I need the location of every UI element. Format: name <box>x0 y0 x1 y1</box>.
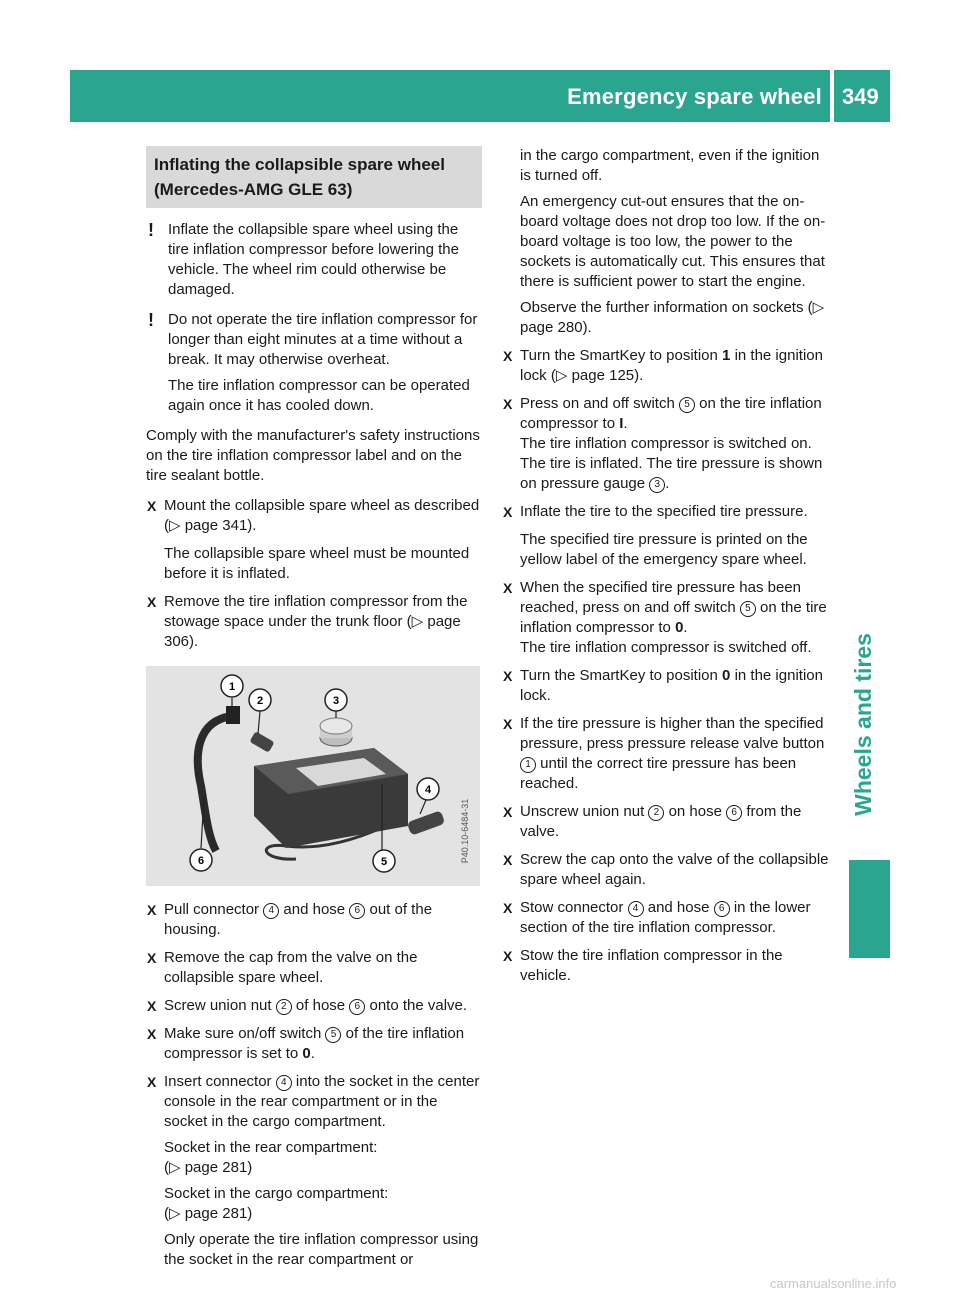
instruction-step: X Pull connector 4 and hose 6 out of the housing. <box>147 901 433 938</box>
step-marker-icon: X <box>503 504 513 520</box>
instruction-step: X Inflate the tire to the specified tire pressure. <box>503 503 808 520</box>
instruction-step: X Screw union nut 2 of hose 6 onto the valve. <box>147 997 468 1014</box>
step-note: An emergency cut-out ensures that the on-board voltage does not drop too low. If the on-board voltage is too low, the power to the sockets is automatically cut. This ensures that there is sufficient power to start the engine. <box>520 193 826 290</box>
step-marker-icon: X <box>147 902 157 918</box>
step-marker-icon: X <box>503 580 513 596</box>
page-number: 349 <box>842 84 879 109</box>
instruction-step: X Insert connector 4 into the socket in the center console in the rear compartment or in the socket in the cargo compartment. <box>147 1073 480 1130</box>
step-marker-icon: X <box>503 852 513 868</box>
page-header-title: Emergency spare wheel <box>567 84 822 109</box>
page-ref-arrow-icon: ▷ <box>169 1159 181 1176</box>
left-column <box>146 146 482 1278</box>
figure-callout-label: 4 <box>424 784 432 796</box>
step-marker-icon: X <box>147 1026 157 1042</box>
right-column <box>502 146 834 994</box>
figure-callout-label: 3 <box>332 695 340 707</box>
instruction-step: X Remove the cap from the valve on the collapsible spare wheel. <box>147 949 418 986</box>
step-note: Socket in the rear compartment: (▷ page 281) <box>164 1139 378 1176</box>
section-title: Inflating the collapsible spare wheel (Mercedes-AMG GLE 63) <box>146 146 482 208</box>
step-marker-icon: X <box>503 900 513 916</box>
warning-icon: ! <box>148 310 154 330</box>
figure-callout-label: 2 <box>256 695 264 707</box>
page-ref-arrow-icon: ▷ <box>169 517 181 534</box>
figure-callout-label: 5 <box>380 856 388 868</box>
step-note: The collapsible spare wheel must be mounted before it is inflated. <box>164 545 470 582</box>
instruction-step: X Turn the SmartKey to position 1 in the ignition lock (▷ page 125). <box>503 347 823 384</box>
step-marker-icon: X <box>147 998 157 1014</box>
instruction-step: X Screw the cap onto the valve of the collapsible spare wheel again. <box>503 851 829 888</box>
warning-note: ! Do not operate the tire inflation compressor for longer than eight minutes at a time without a break. It may otherwise overheat. <box>148 310 478 368</box>
instruction-step: X Mount the collapsible spare wheel as described (▷ page 341). <box>147 497 480 534</box>
step-note: Socket in the cargo compartment: (▷ page 281) <box>164 1185 389 1222</box>
page-ref-arrow-icon: ▷ <box>411 613 424 630</box>
warning-icon: ! <box>148 220 154 240</box>
page-reference-link[interactable]: page 341). <box>184 517 257 534</box>
step-marker-icon: X <box>147 594 157 610</box>
figure-code: P40.10-6484-31 <box>460 798 470 864</box>
instruction-step: X Stow connector 4 and hose 6 in the lower section of the tire inflation compressor. <box>503 899 811 936</box>
site-watermark: carmanualsonline.info <box>770 1276 897 1291</box>
compressor-illustration <box>146 666 480 886</box>
instruction-step: X Make sure on/off switch 5 of the tire inflation compressor is set to 0. <box>147 1025 465 1062</box>
step-note: Observe the further information on sockets (▷ page 280). <box>520 299 825 336</box>
step-note: in the cargo compartment, even if the ignition is turned off. <box>520 147 820 184</box>
step-note: The specified tire pressure is printed on the yellow label of the emergency spare wheel. <box>520 531 808 568</box>
side-chapter-block <box>849 860 890 958</box>
instruction-step: X If the tire pressure is higher than the specified pressure, press pressure release valve button 1 until the correct tire pressure has been reached. <box>503 715 825 792</box>
side-chapter-tab <box>846 604 880 844</box>
instruction-step: X Turn the SmartKey to position 0 in the ignition lock. <box>503 667 823 704</box>
step-marker-icon: X <box>503 348 513 364</box>
step-marker-icon: X <box>503 668 513 684</box>
step-marker-icon: X <box>147 1074 157 1090</box>
instruction-step: X When the specified tire pressure has been reached, press on and off switch 5 on the tire inflation compressor to 0. The tire inflation compressor is switched off. <box>503 579 827 656</box>
warning-subnote: The tire inflation compressor can be operated again once it has cooled down. <box>168 377 470 414</box>
page-reference-link[interactable]: page 280). <box>520 319 592 336</box>
step-marker-icon: X <box>503 948 513 964</box>
instruction-step: X Press on and off switch 5 on the tire inflation compressor to I. The tire inflation compressor is switched on. The tire is inflated. The tire pressure is shown on pressure gauge 3 . <box>503 395 823 492</box>
instruction-step: X Stow the tire inflation compressor in the vehicle. <box>503 947 783 984</box>
page-reference-link[interactable]: page 306). <box>164 613 461 650</box>
header-divider <box>830 70 834 122</box>
step-marker-icon: X <box>503 396 513 412</box>
page-ref-arrow-icon: ▷ <box>812 299 825 316</box>
page-ref-arrow-icon: ▷ <box>169 1205 181 1222</box>
page-reference-link[interactable]: page 281) <box>184 1159 253 1176</box>
compressor-drawing <box>146 666 480 886</box>
step-marker-icon: X <box>147 498 157 514</box>
page-reference-link[interactable]: page 125). <box>571 367 644 384</box>
intro-paragraph: Comply with the manufacturer's safety instructions on the tire inflation compressor label and on the tire sealant bottle. <box>146 427 480 484</box>
side-chapter-label: Wheels and tires <box>849 632 876 816</box>
step-marker-icon: X <box>147 950 157 966</box>
page-ref-arrow-icon: ▷ <box>555 367 568 384</box>
instruction-step: X Remove the tire inflation compressor from the stowage space under the trunk floor (▷ page 306). <box>147 593 468 650</box>
step-note: Only operate the tire inflation compressor using the socket in the rear compartment or <box>164 1231 479 1268</box>
page-reference-link[interactable]: page 281) <box>184 1205 253 1222</box>
figure-callout-label: 1 <box>228 681 236 693</box>
warning-note: ! Inflate the collapsible spare wheel using the tire inflation compressor before lowering the vehicle. The wheel rim could otherwise be damaged. <box>148 220 459 298</box>
figure-callout-label: 6 <box>197 855 205 867</box>
step-marker-icon: X <box>503 716 513 732</box>
step-marker-icon: X <box>503 804 513 820</box>
instruction-step: X Unscrew union nut 2 on hose 6 from the valve. <box>503 803 802 840</box>
